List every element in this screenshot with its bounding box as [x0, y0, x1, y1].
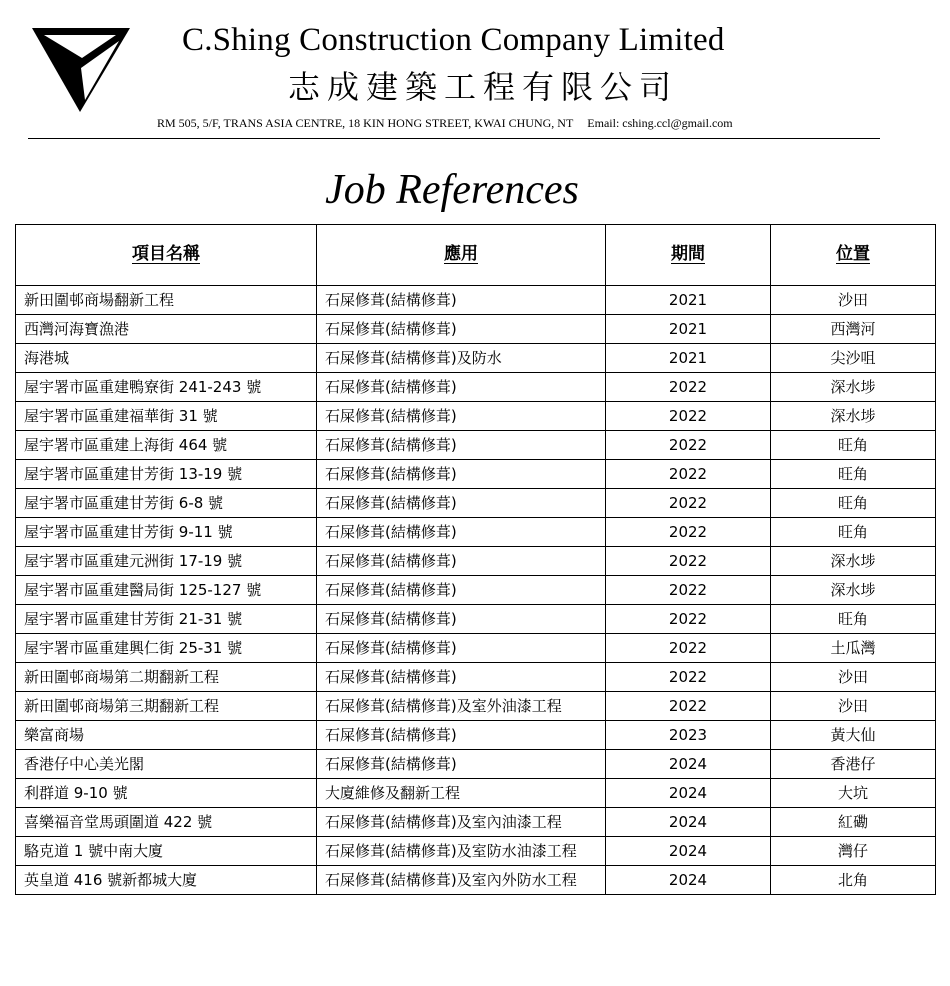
- table-row: [16, 460, 936, 489]
- table-row: [16, 402, 936, 431]
- cell-location: 旺角: [771, 431, 936, 460]
- cell-application: 大廈維修及翻新工程: [317, 779, 606, 808]
- table-header-row: [16, 225, 936, 286]
- table-row: [16, 547, 936, 576]
- cell-application: 石屎修葺(結構修葺): [317, 286, 606, 315]
- table-row: [16, 692, 936, 721]
- cell-application: 石屎修葺(結構修葺)及防水: [317, 344, 606, 373]
- cell-location: 深水埗: [771, 402, 936, 431]
- company-name-en: C.Shing Construction Company Limited: [182, 22, 725, 58]
- cell-location: 沙田: [771, 663, 936, 692]
- table-row: [16, 634, 936, 663]
- cell-project-name: 屋宇署市區重建甘芳街 6-8 號: [16, 489, 317, 518]
- cell-application: 石屎修葺(結構修葺): [317, 605, 606, 634]
- cell-application: 石屎修葺(結構修葺): [317, 721, 606, 750]
- table-row: [16, 779, 936, 808]
- cell-application: 石屎修葺(結構修葺): [317, 518, 606, 547]
- cell-application: 石屎修葺(結構修葺): [317, 460, 606, 489]
- table-row: [16, 866, 936, 895]
- cell-location: 深水埗: [771, 547, 936, 576]
- table-row: [16, 576, 936, 605]
- cell-application: 石屎修葺(結構修葺): [317, 315, 606, 344]
- cell-location: 旺角: [771, 489, 936, 518]
- cell-project-name: 新田圍邨商場第三期翻新工程: [16, 692, 317, 721]
- cell-period: 2021: [606, 315, 771, 344]
- cell-period: 2024: [606, 837, 771, 866]
- page-title: Job References: [325, 167, 579, 213]
- company-address-line: [157, 116, 733, 131]
- cell-location: 紅磡: [771, 808, 936, 837]
- cell-period: 2024: [606, 779, 771, 808]
- cell-period: 2024: [606, 750, 771, 779]
- cell-application: 石屎修葺(結構修葺): [317, 634, 606, 663]
- table-row: [16, 489, 936, 518]
- cell-period: 2024: [606, 808, 771, 837]
- cell-application: 石屎修葺(結構修葺)及室內油漆工程: [317, 808, 606, 837]
- company-email: Email: cshing.ccl@gmail.com: [587, 116, 733, 130]
- cell-application: 石屎修葺(結構修葺)及室防水油漆工程: [317, 837, 606, 866]
- company-address: RM 505, 5/F, TRANS ASIA CENTRE, 18 KIN HONG STREET, KWAI CHUNG, NT: [157, 116, 574, 130]
- header-period: 期間: [606, 225, 771, 286]
- company-logo-icon: [30, 26, 132, 114]
- cell-period: 2024: [606, 866, 771, 895]
- table-row: [16, 286, 936, 315]
- cell-location: 西灣河: [771, 315, 936, 344]
- cell-location: 灣仔: [771, 837, 936, 866]
- cell-project-name: 屋宇署市區重建興仁街 25-31 號: [16, 634, 317, 663]
- table-row: [16, 663, 936, 692]
- cell-period: 2021: [606, 344, 771, 373]
- cell-project-name: 駱克道 1 號中南大廈: [16, 837, 317, 866]
- table-row: [16, 808, 936, 837]
- cell-application: 石屎修葺(結構修葺): [317, 489, 606, 518]
- cell-period: 2022: [606, 518, 771, 547]
- cell-location: 大坑: [771, 779, 936, 808]
- cell-location: 沙田: [771, 286, 936, 315]
- cell-application: 石屎修葺(結構修葺): [317, 431, 606, 460]
- cell-period: 2022: [606, 460, 771, 489]
- cell-project-name: 屋宇署市區重建福華街 31 號: [16, 402, 317, 431]
- cell-period: 2022: [606, 373, 771, 402]
- header-location: 位置: [771, 225, 936, 286]
- cell-period: 2022: [606, 663, 771, 692]
- cell-period: 2022: [606, 489, 771, 518]
- cell-project-name: 屋宇署市區重建醫局街 125-127 號: [16, 576, 317, 605]
- cell-period: 2022: [606, 431, 771, 460]
- job-references-table: [15, 224, 936, 895]
- cell-application: 石屎修葺(結構修葺): [317, 373, 606, 402]
- company-name-zh: 志成建築工程有限公司: [288, 68, 679, 106]
- cell-project-name: 香港仔中心美光閣: [16, 750, 317, 779]
- table-row: [16, 431, 936, 460]
- cell-period: 2022: [606, 605, 771, 634]
- cell-location: 旺角: [771, 518, 936, 547]
- table-row: [16, 373, 936, 402]
- cell-project-name: 新田圍邨商場翻新工程: [16, 286, 317, 315]
- cell-project-name: 屋宇署市區重建鴨寮街 241-243 號: [16, 373, 317, 402]
- header-divider: [28, 138, 880, 139]
- cell-period: 2022: [606, 402, 771, 431]
- cell-location: 土瓜灣: [771, 634, 936, 663]
- cell-location: 沙田: [771, 692, 936, 721]
- cell-period: 2022: [606, 692, 771, 721]
- table-row: [16, 315, 936, 344]
- cell-project-name: 海港城: [16, 344, 317, 373]
- table-row: [16, 721, 936, 750]
- cell-project-name: 屋宇署市區重建上海街 464 號: [16, 431, 317, 460]
- cell-period: 2022: [606, 576, 771, 605]
- cell-project-name: 西灣河海寶漁港: [16, 315, 317, 344]
- cell-location: 旺角: [771, 605, 936, 634]
- table-row: [16, 837, 936, 866]
- header-application: 應用: [317, 225, 606, 286]
- cell-project-name: 屋宇署市區重建甘芳街 9-11 號: [16, 518, 317, 547]
- cell-location: 旺角: [771, 460, 936, 489]
- cell-location: 北角: [771, 866, 936, 895]
- cell-project-name: 喜樂福音堂馬頭圍道 422 號: [16, 808, 317, 837]
- cell-application: 石屎修葺(結構修葺): [317, 547, 606, 576]
- cell-location: 深水埗: [771, 576, 936, 605]
- cell-application: 石屎修葺(結構修葺)及室外油漆工程: [317, 692, 606, 721]
- cell-period: 2023: [606, 721, 771, 750]
- cell-application: 石屎修葺(結構修葺): [317, 576, 606, 605]
- cell-project-name: 屋宇署市區重建甘芳街 13-19 號: [16, 460, 317, 489]
- cell-period: 2022: [606, 547, 771, 576]
- table-row: [16, 605, 936, 634]
- cell-project-name: 利群道 9-10 號: [16, 779, 317, 808]
- cell-period: 2022: [606, 634, 771, 663]
- cell-application: 石屎修葺(結構修葺): [317, 402, 606, 431]
- cell-location: 黃大仙: [771, 721, 936, 750]
- cell-project-name: 樂富商場: [16, 721, 317, 750]
- cell-application: 石屎修葺(結構修葺)及室內外防水工程: [317, 866, 606, 895]
- cell-project-name: 英皇道 416 號新都城大廈: [16, 866, 317, 895]
- table-row: [16, 750, 936, 779]
- cell-project-name: 屋宇署市區重建甘芳街 21-31 號: [16, 605, 317, 634]
- cell-project-name: 屋宇署市區重建元洲街 17-19 號: [16, 547, 317, 576]
- table-body: [16, 286, 936, 895]
- cell-period: 2021: [606, 286, 771, 315]
- cell-location: 尖沙咀: [771, 344, 936, 373]
- cell-location: 深水埗: [771, 373, 936, 402]
- cell-application: 石屎修葺(結構修葺): [317, 750, 606, 779]
- table-row: [16, 344, 936, 373]
- cell-application: 石屎修葺(結構修葺): [317, 663, 606, 692]
- cell-location: 香港仔: [771, 750, 936, 779]
- table-row: [16, 518, 936, 547]
- cell-project-name: 新田圍邨商場第二期翻新工程: [16, 663, 317, 692]
- header-project-name: 項目名稱: [16, 225, 317, 286]
